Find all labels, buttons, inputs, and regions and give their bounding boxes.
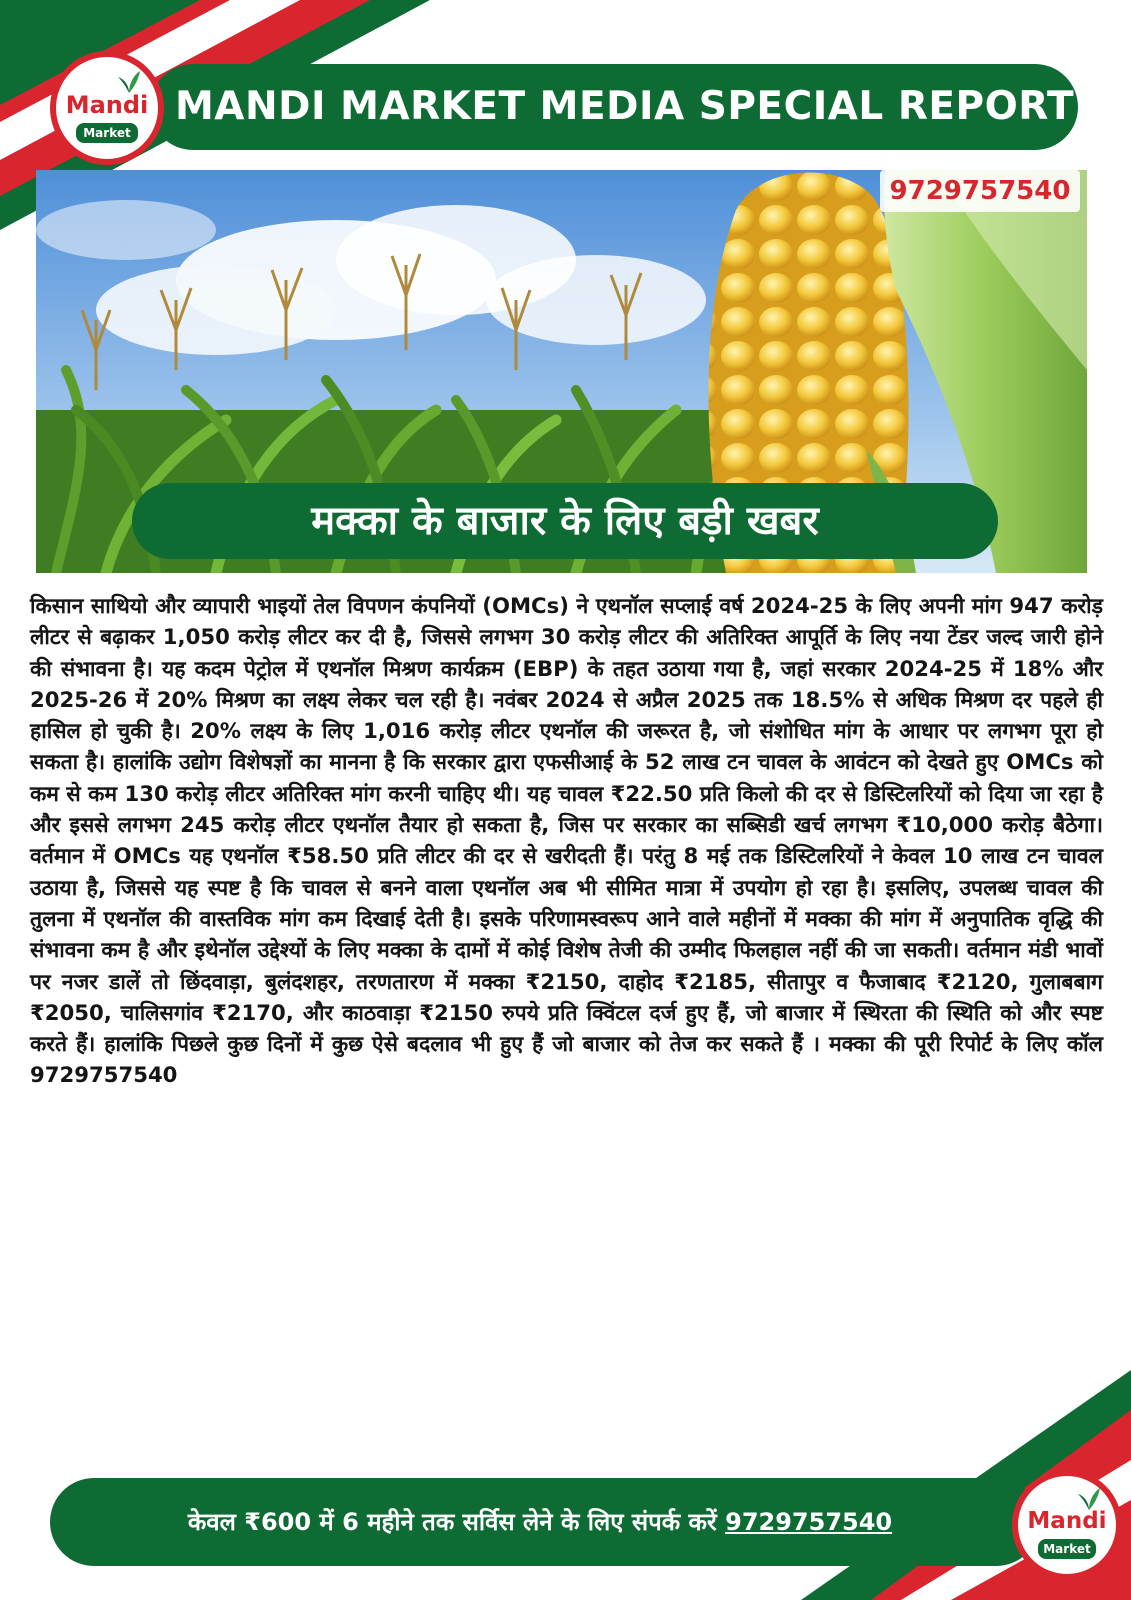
logo-sub: Market: [76, 123, 137, 143]
logo-word: Mandi: [1027, 1508, 1107, 1534]
mandi-market-logo: [50, 51, 164, 165]
mandi-market-logo-footer: [1012, 1470, 1122, 1580]
article-body: किसान साथियो और व्यापारी भाइयों तेल विपणन कंपनियों (OMCs) ने एथनॉल सप्लाई वर्ष 2024-25 के लिए अपनी मांग 947 करोड़ लीटर से बढ़ाकर 1,050 करोड़ लीटर कर दी है, जिससे लगभग 30 करोड़ लीटर की अतिरिक्त आपूर्ति के लिए नया टेंडर जल्द जारी होने की संभावना है। यह कदम पेट्रोल में एथनॉल मिश्रण कार्यक्रम (EBP) के तहत उठाया गया है, जहां सरकार 2024-25 में 18% और 2025-26 में 20% मिश्रण का लक्ष्य लेकर चल रही है। नवंबर 2024 से अप्रैल 2025 तक 18.5% से अधिक मिश्रण दर पहले ही हासिल हो चुकी है। 20% लक्ष्य के लिए 1,016 करोड़ लीटर एथनॉल की जरूरत है, जो संशोधित मांग के आधार पर लगभग पूरा हो सकता है। हालांकि उद्योग विशेषज्ञों का मानना है कि सरकार द्वारा एफसीआई के 52 लाख टन चावल के आवंटन को देखते हुए OMCs को कम से कम 130 करोड़ लीटर अतिरिक्त मांग करनी चाहिए थी। यह चावल ₹22.50 प्रति किलो की दर से डिस्टिलरियों को दिया जा रहा है और इससे लगभग 245 करोड़ लीटर एथनॉल तैयार हो सकता है, जिस पर सरकार का सब्सिडी खर्च लगभग ₹10,000 करोड़ बैठेगा। वर्तमान में OMCs यह एथनॉल ₹58.50 प्रति लीटर की दर से खरीदती हैं। परंतु 8 मई तक डिस्टिलरियों ने केवल 10 लाख टन चावल उठाया है, जिससे यह स्पष्ट है कि चावल से बनने वाला एथनॉल अब भी सीमित मात्रा में उपयोग हो रहा है। इसलिए, उपलब्ध चावल की तुलना में एथनॉल की वास्तविक मांग कम दिखाई देती है। इसके परिणामस्वरूप आने वाले महीनों में मक्का की मांग में अनुपातिक वृद्धि की संभावना कम है और इथेनॉल उद्देश्यों के लिए मक्का के दामों में कोई विशेष तेजी की उम्मीद फिलहाल नहीं की जा सकती। वर्तमान मंडी भावों पर नजर डालें तो छिंदवाड़ा, बुलंदशहर, तरणतारण में मक्का ₹2150, दाहोद ₹2185, सीतापुर व फैजाबाद ₹2120, गुलाबबाग ₹2050, चालिसगांव ₹2170, और काठवाड़ा ₹2150 रुपये प्रति क्विंटल दर्ज हुए हैं, जो बाजार में स्थिरता की स्थिति को और स्पष्ट करते हैं। हालांकि पिछले कुछ दिनों में कुछ ऐसे बदलाव भी हुए हैं जो बाजार को तेज कर सकते हैं । मक्का की पूरी रिपोर्ट के लिए कॉल 9729757540: [30, 593, 1103, 1088]
logo-sub: Market: [1038, 1539, 1097, 1559]
footer-offer-text: केवल ₹600 में 6 महीने तक सर्विस लेने के लिए संपर्क करें: [187, 1508, 717, 1536]
footer-phone-link[interactable]: 9729757540: [725, 1508, 893, 1536]
headline: मक्का के बाजार के लिए बड़ी खबर: [311, 498, 819, 544]
page-title: MANDI MARKET MEDIA SPECIAL REPORT: [175, 84, 1075, 129]
logo-word: Mandi: [65, 91, 149, 119]
phone-badge[interactable]: 9729757540: [880, 170, 1080, 212]
footer-contact: [70, 1478, 1010, 1566]
